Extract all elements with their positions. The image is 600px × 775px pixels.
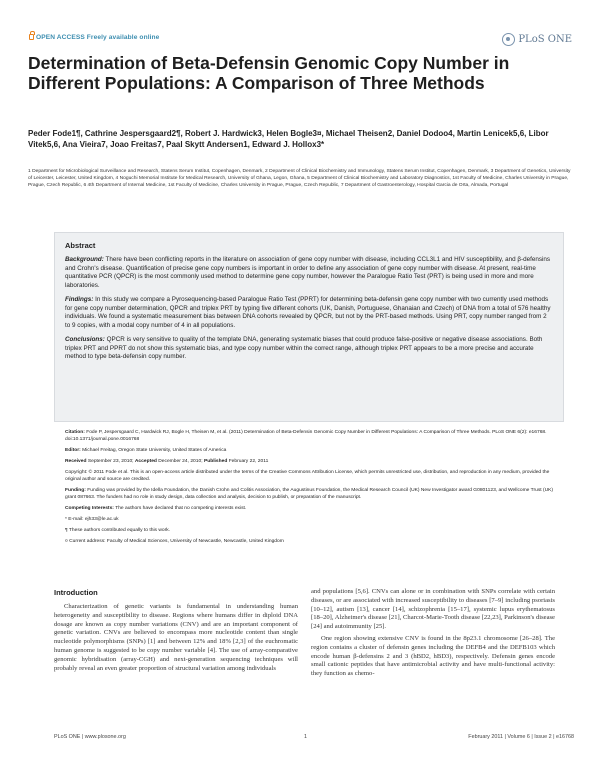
background-label: Background: <box>65 256 104 263</box>
abstract-findings <box>65 296 553 330</box>
intro-paragraph: and populations [5,6]. CNVs can alone or in combination with SNPs correlate with certain diseases, or are associated with increased susceptibility to diseases [7–9] including psoriasis [10–12], autism [13], cancer [14], schizophrenia [15–17], systemic lupus erythematosus [18–20], Alzheimer's disease [21], Charcot-Marie-Tooth disease [22,23], Parkinson's disease [24] and autoimmunity [25]. <box>311 588 555 631</box>
journal-header <box>28 31 572 51</box>
equal-contribution-note: ¶ These authors contributed equally to this work. <box>65 528 171 533</box>
published-date: February 22, 2011 <box>228 459 269 464</box>
funding-text: Funding was provided by the Idella Foundation, the Danish Crohn and Colitis Association, the Augustinus Foundation, the Medical Research Council (UK) New Investigator award G0801123, and Wellcome Trust (UK) grant 087663. The funders had no role in study design, data collection and analysis, decision to publish, or preparation of the manuscript. <box>65 488 554 500</box>
received-label: Received <box>65 459 87 464</box>
background-text: There have been conflicting reports in the literature on association of gene copy number with disease, including CCL3L1 and HIV susceptibility, and β-defensins and Crohn's disease. Quantification of precise gene copy numbers is important in order to define any association of gene copy number with disease. At present, real-time quantitative PCR (QPCR) is the most commonly used method to determine gene copy number, however the Paralogue Ratio Test (PRT) is being used in more and more laboratories. <box>65 256 551 289</box>
author-list: Peder Fode1¶, Cathrine Jespersgaard2¶, Robert J. Hardwick3, Helen Bogle3¤, Michael Theisen2, Daniel Dodoo4, Martin Lenicek5,6, Libor Vitek5,6, Ana Vieira7, Joao Freitas7, Paal Skytt Andersen1, Edward J. Hollox3* <box>28 129 549 149</box>
funding-label: Funding: <box>65 488 86 493</box>
open-access-banner <box>28 34 159 41</box>
citation <box>65 429 565 443</box>
competing-label: Competing Interests: <box>65 506 114 511</box>
plos-circle-icon <box>502 33 515 46</box>
corresponding-email[interactable]: * E-mail: ejh33@le.ac.uk <box>65 517 119 522</box>
intro-paragraph: One region showing extensive CNV is found in the 8p23.1 chromosome [26–28]. The region contains a cluster of defensin genes including the DEFB4 and the DEFB103 which encode human β-defensins 2 and 3 (hBD2, hBD3), respectively. Defensin genes encode small cationic peptides that have antimicrobial activity and have multi-functional activity: they function as chemo- <box>311 634 555 678</box>
article-metadata <box>65 429 565 549</box>
editor-label: Editor: <box>65 448 81 453</box>
current-address-note: ¤ Current address: Faculty of Medical Sciences, University of Newcastle, Newcastle, United Kingdom <box>65 539 284 544</box>
received-date: September 23, 2010; <box>87 459 134 464</box>
page-number: 1 <box>304 734 307 740</box>
findings-label: Findings: <box>65 296 94 303</box>
affiliations: 1 Department for Microbiological Surveillance and Research, Statens Serum Institut, Copenhagen, Denmark, 2 Department of Clinical Biochemistry and Immunology, Statens Serum Institut, Copenhagen, Denmark, 3 Department of Genetics, University of Leicester, Leicester, United Kingdom, 4 Noguchi Memorial Institute for Medical Research, University of Ghana, Legon, Ghana, 5 Department of Clinical Biochemistry and Laboratory Diagnostics, 1st Faculty of Medicine, Charles University in Prague, Prague, Czech Republic, 6 4th Department of Internal Medicine, 1st Faculty of Medicine, Charles University in Prague, Prague, Czech Republic, 7 Department of Gastroenterology, Hospital Garcia de Orta, Almada, Portugal <box>28 169 571 189</box>
citation-text: Fode P, Jespersgaard C, Hardwick RJ, Bogle H, Theisen M, et al. (2011) Determination of Beta-Defensin Genomic Copy Number in Different Populations: A Comparison of Three Methods. PLoS ONE 6(2): e16768. doi:10.1371/journal.pone.0016768 <box>65 430 547 442</box>
journal-logo <box>502 31 572 47</box>
body-column-left <box>54 603 298 676</box>
open-lock-icon <box>29 34 34 40</box>
introduction-heading: Introduction <box>54 588 98 597</box>
open-access-label: OPEN ACCESS Freely available online <box>36 34 160 41</box>
abstract-background <box>65 256 553 290</box>
competing-interests <box>65 505 565 512</box>
footer-journal[interactable]: PLoS ONE | www.plosone.org <box>54 734 126 740</box>
footer-issue: February 2011 | Volume 6 | Issue 2 | e16768 <box>468 734 574 740</box>
published-label: Published <box>203 459 228 464</box>
competing-text: The authors have declared that no competing interests exist. <box>115 506 247 511</box>
abstract-box <box>54 232 564 422</box>
accepted-label: Accepted <box>134 459 157 464</box>
funding <box>65 487 565 501</box>
accepted-date: December 24, 2010; <box>158 459 203 464</box>
conclusions-text: QPCR is very sensitive to quality of the template DNA, generating systematic biases that could produce false-positive or negative disease associations. Both triplex PRT and PPRT do not show this systematic bias, and type copy number within the correct range, although triplex PRT appears to be a more precise and accurate method to type beta-defensin copy number. <box>65 336 543 360</box>
journal-logo-text: PLoS ONE <box>518 33 572 45</box>
abstract-heading: Abstract <box>65 241 96 250</box>
editor <box>65 447 565 454</box>
citation-label: Citation: <box>65 430 85 435</box>
findings-text: In this study we compare a Pyrosequencing-based Paralogue Ratio Test (PPRT) for determining beta-defensin gene copy number with two currently used methods for gene copy number determination, QPCR and triplex PRT by typing five different cohorts (UK, Danish, Portuguese, Ghanaian and Czech) of DNA from a total of 576 healthy individuals. We found a systematic measurement bias between DNA cohorts revealed by QPCR, but not by the PRT-based methods. Using PRT, copy number ranged from 2 to 9 copies, with a modal copy number of 4 in all populations. <box>65 296 551 329</box>
intro-paragraph: Characterization of genetic variants is fundamental in understanding human heterogeneity and susceptibility to disease. Regions where humans differ in diploid DNA dosage are known as copy number variations (CNV) and are an important component of genetic variation. CNVs are believed to encompass more nucleotide content than single nucleotide polymorphisms (SNPs) [1] and between 12% and 18% [2,3] of the euchromatic human genome is suggested to be copy number variable [4]. The use of array-comparative genomic hybridisation (array-CGH) and next-generation sequencing techniques will probably reveal an even greater proportion of structural variation among individuals <box>54 603 298 672</box>
dates <box>65 458 565 465</box>
copyright: Copyright: © 2011 Fode et al. This is an open-access article distributed under the terms of the Creative Commons Attribution License, which permits unrestricted use, distribution, and reproduction in any medium, provided the original author and source are credited. <box>65 470 550 482</box>
conclusions-label: Conclusions: <box>65 336 105 343</box>
body-column-right <box>311 588 555 682</box>
article-title: Determination of Beta-Defensin Genomic Copy Number in Different Populations: A Comparison of Three Methods <box>28 53 510 93</box>
editor-text: Michael Freitag, Oregon State University, United States of America <box>82 448 227 453</box>
abstract-conclusions <box>65 336 553 362</box>
